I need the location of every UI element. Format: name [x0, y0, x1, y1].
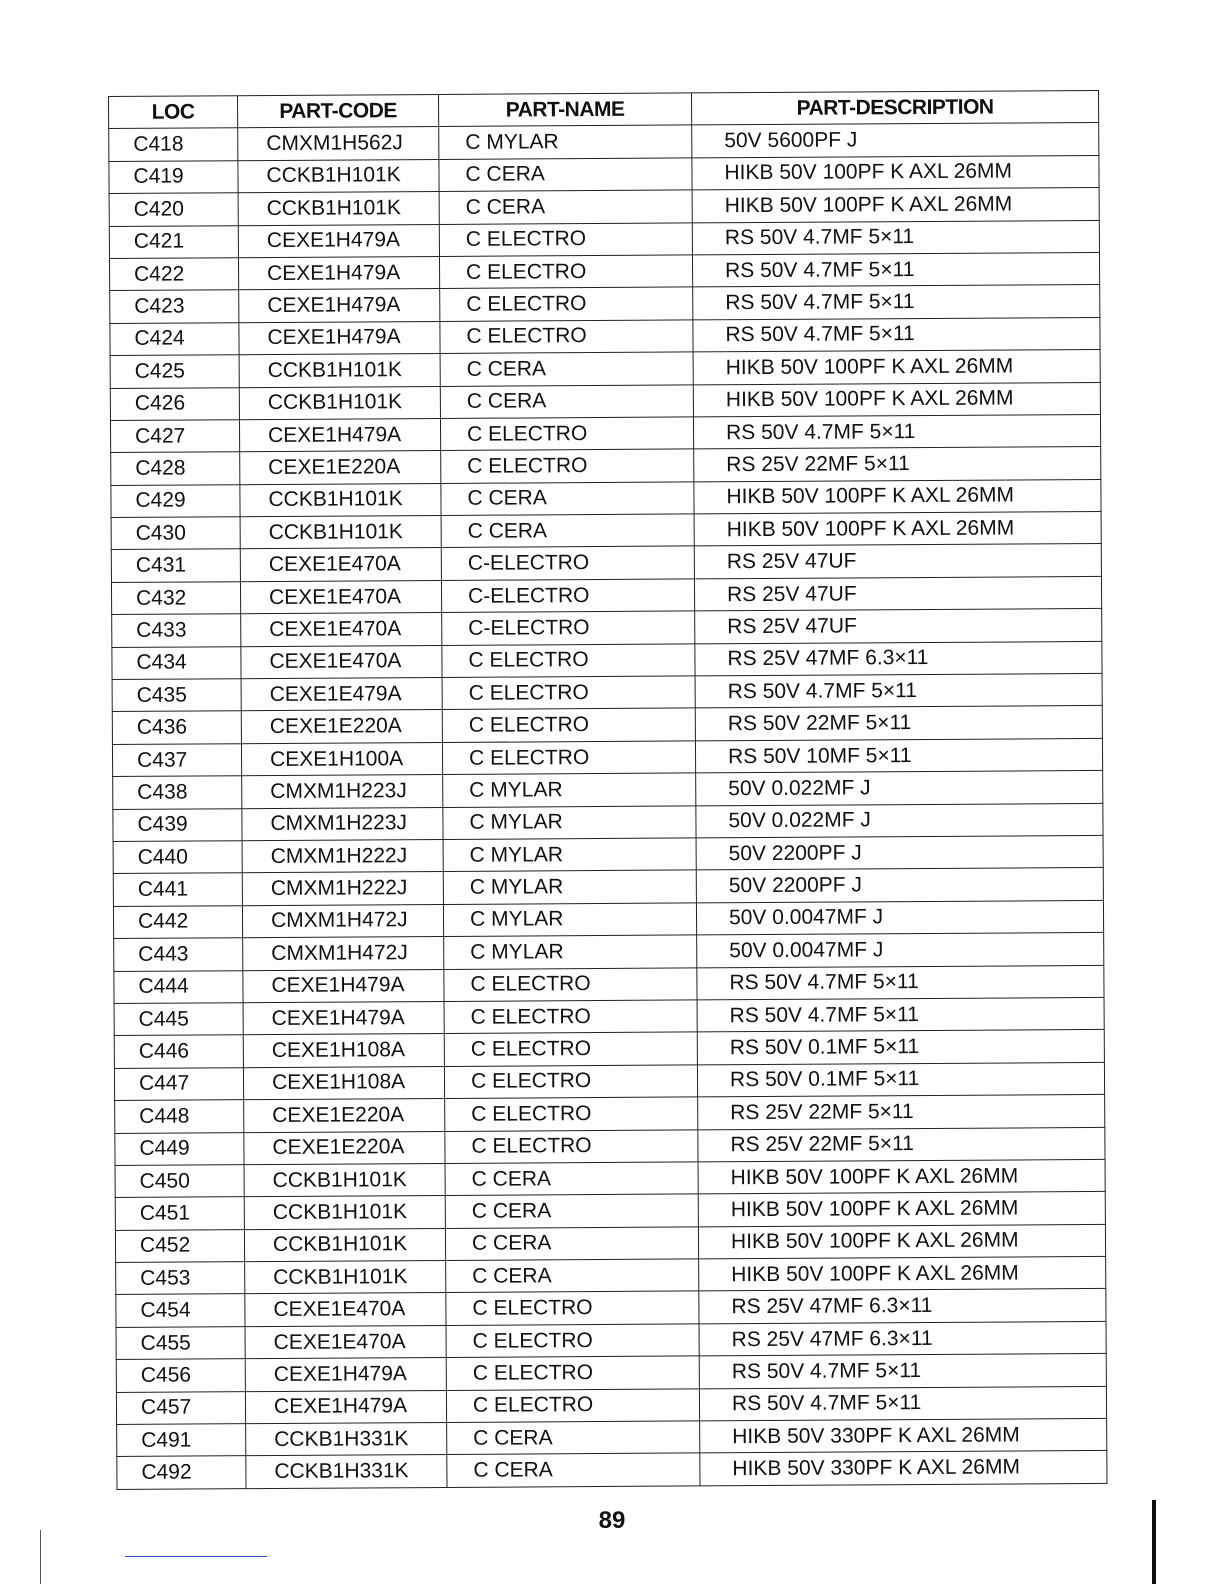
cell-loc: C447 — [114, 1067, 243, 1100]
cell-part-code: CEXE1H479A — [243, 969, 444, 1003]
cell-part-description: HIKB 50V 100PF K AXL 26MM — [692, 155, 1099, 190]
cell-loc: C439 — [113, 808, 242, 841]
cell-part-description: RS 25V 22MF 5×11 — [694, 447, 1101, 482]
cell-part-code: CMXM1H223J — [242, 807, 443, 841]
cell-part-name: C ELECTRO — [441, 449, 694, 483]
header-part-description: PART-DESCRIPTION — [691, 90, 1098, 125]
cell-part-description: RS 50V 4.7MF 5×11 — [693, 414, 1100, 449]
cell-part-name: C ELECTRO — [444, 1000, 697, 1034]
cell-loc: C446 — [114, 1035, 243, 1068]
cell-part-name: C ELECTRO — [444, 1065, 697, 1099]
header-part-code: PART-CODE — [238, 94, 439, 128]
cell-part-code: CEXE1E470A — [240, 548, 441, 582]
cell-part-description: 50V 0.022MF J — [696, 771, 1103, 806]
cell-part-code: CCKB1H101K — [245, 1261, 446, 1295]
cell-part-name: C-ELECTRO — [441, 546, 694, 580]
cell-part-code: CMXM1H223J — [242, 775, 443, 809]
cell-part-description: RS 50V 0.1MF 5×11 — [697, 1030, 1104, 1065]
cell-part-name: C CERA — [447, 1453, 700, 1487]
cell-loc: C438 — [113, 776, 242, 809]
cell-part-description: RS 25V 22MF 5×11 — [698, 1095, 1105, 1130]
cell-part-code: CEXE1H479A — [243, 1001, 444, 1035]
cell-loc: C432 — [111, 582, 240, 615]
cell-loc: C428 — [111, 452, 240, 485]
cell-part-code: CCKB1H101K — [244, 1163, 445, 1197]
cell-loc: C491 — [117, 1424, 246, 1457]
cell-part-description: RS 25V 47MF 6.3×11 — [695, 641, 1102, 676]
cell-loc: C425 — [110, 355, 239, 388]
cell-loc: C423 — [110, 290, 239, 323]
cell-part-code: CCKB1H101K — [238, 159, 439, 193]
header-part-name: PART-NAME — [438, 93, 691, 127]
cell-loc: C449 — [115, 1132, 244, 1165]
scan-margin-mark — [40, 1530, 41, 1584]
cell-part-name: C MYLAR — [439, 125, 692, 159]
cell-loc: C431 — [111, 549, 240, 582]
cell-loc: C420 — [109, 193, 238, 226]
cell-loc: C457 — [116, 1391, 245, 1424]
page-number: 89 — [598, 1507, 626, 1534]
cell-part-name: C MYLAR — [443, 870, 696, 904]
cell-part-name: C MYLAR — [443, 773, 696, 807]
cell-part-name: C MYLAR — [443, 903, 696, 937]
cell-part-description: 50V 5600PF J — [692, 123, 1099, 158]
cell-part-description: RS 50V 4.7MF 5×11 — [699, 1354, 1106, 1389]
cell-loc: C430 — [111, 517, 240, 550]
cell-part-name: C ELECTRO — [446, 1291, 699, 1325]
cell-loc: C436 — [112, 711, 241, 744]
cell-part-description: HIKB 50V 330PF K AXL 26MM — [700, 1418, 1107, 1453]
cell-part-name: C ELECTRO — [440, 417, 693, 451]
cell-part-code: CMXM1H472J — [243, 937, 444, 971]
cell-part-description: HIKB 50V 100PF K AXL 26MM — [698, 1159, 1105, 1194]
cell-loc: C452 — [115, 1229, 244, 1262]
cell-loc: C442 — [113, 905, 242, 938]
cell-part-description: RS 50V 4.7MF 5×11 — [692, 220, 1099, 255]
cell-loc: C448 — [115, 1100, 244, 1133]
cell-loc: C444 — [114, 970, 243, 1003]
cell-part-description: RS 50V 4.7MF 5×11 — [699, 1386, 1106, 1421]
cell-part-description: RS 50V 4.7MF 5×11 — [693, 285, 1100, 320]
cell-part-code: CEXE1E470A — [245, 1325, 446, 1359]
cell-part-code: CCKB1H101K — [238, 192, 439, 226]
cell-part-name: C CERA — [440, 352, 693, 386]
cell-part-code: CCKB1H101K — [244, 1228, 445, 1262]
cell-loc: C427 — [110, 420, 239, 453]
cell-part-description: RS 25V 47UF — [694, 544, 1101, 579]
cell-loc: C434 — [112, 646, 241, 679]
cell-loc: C456 — [116, 1359, 245, 1392]
cell-part-code: CEXE1E220A — [240, 451, 441, 485]
cell-loc: C492 — [117, 1456, 246, 1489]
cell-part-description: HIKB 50V 100PF K AXL 26MM — [692, 188, 1099, 223]
cell-part-description: RS 25V 47UF — [694, 576, 1101, 611]
cell-part-code: CEXE1E220A — [244, 1099, 445, 1133]
cell-part-description: RS 25V 47MF 6.3×11 — [699, 1289, 1106, 1324]
cell-part-name: C ELECTRO — [440, 320, 693, 354]
cell-loc: C451 — [115, 1197, 244, 1230]
cell-part-code: CEXE1H479A — [239, 418, 440, 452]
cell-part-code: CEXE1E470A — [241, 613, 442, 647]
cell-part-name: C CERA — [440, 384, 693, 418]
table-row — [117, 1451, 1107, 1489]
cell-part-code: CMXM1H472J — [242, 904, 443, 938]
cell-part-name: C ELECTRO — [446, 1389, 699, 1423]
cell-loc: C454 — [116, 1294, 245, 1327]
cell-part-code: CCKB1H331K — [246, 1422, 447, 1456]
cell-part-name: C CERA — [439, 190, 692, 224]
cell-part-name: C ELECTRO — [445, 1097, 698, 1131]
cell-loc: C437 — [112, 744, 241, 777]
cell-part-description: RS 50V 4.7MF 5×11 — [693, 317, 1100, 352]
cell-part-name: C ELECTRO — [444, 1032, 697, 1066]
cell-part-description: 50V 0.0047MF J — [697, 933, 1104, 968]
cell-loc: C450 — [115, 1165, 244, 1198]
cell-part-code: CEXE1E220A — [244, 1131, 445, 1165]
cell-part-name: C ELECTRO — [446, 1324, 699, 1358]
cell-part-description: 50V 2200PF J — [696, 835, 1103, 870]
cell-part-description: RS 50V 0.1MF 5×11 — [697, 1062, 1104, 1097]
cell-part-description: 50V 0.022MF J — [696, 803, 1103, 838]
cell-part-description: RS 25V 47UF — [695, 609, 1102, 644]
cell-part-code: CEXE1H479A — [239, 289, 440, 323]
cell-part-description: HIKB 50V 100PF K AXL 26MM — [694, 479, 1101, 514]
cell-part-name: C ELECTRO — [446, 1356, 699, 1390]
cell-part-name: C ELECTRO — [442, 676, 695, 710]
cell-part-code: CMXM1H562J — [238, 127, 439, 161]
cell-part-description: HIKB 50V 100PF K AXL 26MM — [693, 350, 1100, 385]
cell-part-description: RS 50V 4.7MF 5×11 — [697, 997, 1104, 1032]
cell-part-name: C MYLAR — [443, 838, 696, 872]
cell-part-name: C CERA — [439, 158, 692, 192]
cell-part-name: C ELECTRO — [442, 708, 695, 742]
cell-part-code: CMXM1H222J — [242, 839, 443, 873]
cell-loc: C419 — [109, 160, 238, 193]
cell-part-code: CEXE1E220A — [241, 710, 442, 744]
cell-part-code: CEXE1E470A — [241, 645, 442, 679]
cell-part-description: 50V 0.0047MF J — [696, 900, 1103, 935]
cell-part-code: CEXE1E470A — [240, 580, 441, 614]
cell-part-code: CEXE1E479A — [241, 678, 442, 712]
cell-part-name: C ELECTRO — [442, 644, 695, 678]
cell-part-name: C MYLAR — [443, 806, 696, 840]
parts-table-body — [109, 123, 1107, 1489]
cell-loc: C435 — [112, 679, 241, 712]
cell-part-code: CEXE1H108A — [243, 1034, 444, 1068]
cell-part-code: CEXE1H479A — [238, 224, 439, 258]
footer-rule — [125, 1556, 267, 1557]
cell-loc: C429 — [111, 484, 240, 517]
cell-part-code: CMXM1H222J — [242, 872, 443, 906]
cell-loc: C455 — [116, 1327, 245, 1360]
cell-loc: C424 — [110, 322, 239, 355]
cell-part-name: C CERA — [446, 1259, 699, 1293]
cell-part-name: C-ELECTRO — [442, 611, 695, 645]
cell-part-name: C CERA — [445, 1194, 698, 1228]
cell-part-code: CCKB1H331K — [246, 1455, 447, 1489]
cell-part-name: C ELECTRO — [444, 967, 697, 1001]
cell-part-code: CEXE1H479A — [238, 256, 439, 290]
cell-loc: C440 — [113, 841, 242, 874]
binding-edge-mark — [1152, 1500, 1156, 1584]
cell-part-description: HIKB 50V 100PF K AXL 26MM — [699, 1256, 1106, 1291]
cell-loc: C426 — [110, 387, 239, 420]
cell-loc: C443 — [114, 938, 243, 971]
cell-part-name: C ELECTRO — [439, 222, 692, 256]
cell-part-description: HIKB 50V 100PF K AXL 26MM — [694, 512, 1101, 547]
cell-part-code: CCKB1H101K — [239, 386, 440, 420]
cell-part-name: C ELECTRO — [442, 741, 695, 775]
cell-part-description: HIKB 50V 100PF K AXL 26MM — [698, 1224, 1105, 1259]
cell-part-code: CCKB1H101K — [240, 483, 441, 517]
cell-part-name: C MYLAR — [444, 935, 697, 969]
cell-part-description: HIKB 50V 100PF K AXL 26MM — [698, 1192, 1105, 1227]
cell-part-description: RS 25V 47MF 6.3×11 — [699, 1321, 1106, 1356]
cell-part-code: CEXE1H479A — [245, 1358, 446, 1392]
cell-part-code: CCKB1H101K — [239, 354, 440, 388]
cell-part-name: C ELECTRO — [439, 255, 692, 289]
cell-part-code: CEXE1H108A — [243, 1066, 444, 1100]
cell-part-code: CEXE1H479A — [239, 321, 440, 355]
cell-part-description: RS 50V 4.7MF 5×11 — [692, 252, 1099, 287]
cell-part-name: C-ELECTRO — [441, 579, 694, 613]
cell-loc: C422 — [109, 258, 238, 291]
cell-part-code: CEXE1H100A — [241, 742, 442, 776]
cell-loc: C441 — [113, 873, 242, 906]
cell-part-code: CEXE1H479A — [245, 1390, 446, 1424]
cell-part-description: HIKB 50V 100PF K AXL 26MM — [693, 382, 1100, 417]
parts-list-table — [108, 90, 1107, 1490]
cell-part-name: C CERA — [445, 1162, 698, 1196]
cell-loc: C453 — [116, 1262, 245, 1295]
cell-part-description: RS 25V 22MF 5×11 — [698, 1127, 1105, 1162]
cell-part-description: RS 50V 10MF 5×11 — [695, 738, 1102, 773]
cell-part-name: C CERA — [445, 1227, 698, 1261]
cell-part-name: C CERA — [441, 482, 694, 516]
cell-part-name: C CERA — [441, 514, 694, 548]
cell-part-name: C ELECTRO — [440, 287, 693, 321]
header-loc: LOC — [109, 96, 238, 129]
cell-part-code: CCKB1H101K — [244, 1196, 445, 1230]
cell-loc: C445 — [114, 1003, 243, 1036]
cell-part-code: CCKB1H101K — [240, 516, 441, 550]
cell-part-description: RS 50V 4.7MF 5×11 — [695, 673, 1102, 708]
cell-loc: C418 — [109, 128, 238, 161]
cell-loc: C421 — [109, 225, 238, 258]
cell-part-description: RS 50V 4.7MF 5×11 — [697, 965, 1104, 1000]
cell-part-name: C ELECTRO — [445, 1129, 698, 1163]
cell-part-code: CEXE1E470A — [245, 1293, 446, 1327]
cell-part-description: HIKB 50V 330PF K AXL 26MM — [700, 1451, 1107, 1486]
cell-part-description: RS 50V 22MF 5×11 — [695, 706, 1102, 741]
cell-loc: C433 — [112, 614, 241, 647]
cell-part-name: C CERA — [447, 1421, 700, 1455]
cell-part-description: 50V 2200PF J — [696, 868, 1103, 903]
